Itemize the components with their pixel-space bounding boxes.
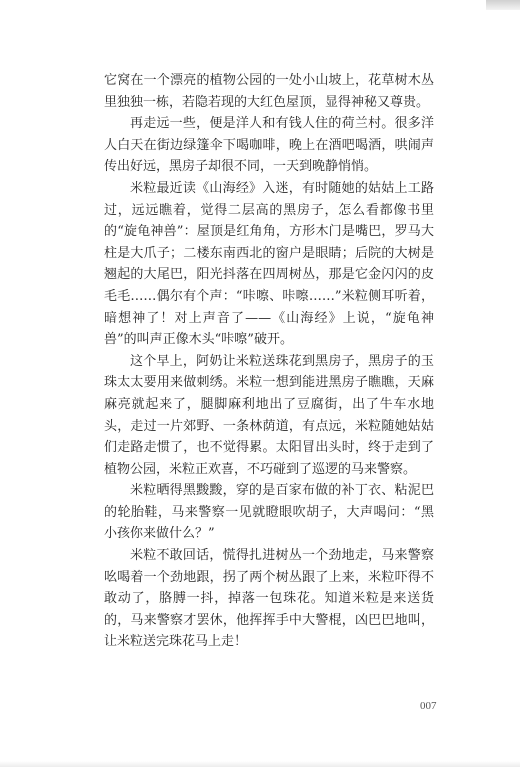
paragraph-6: 米粒不敢回话，慌得扎进树丛一个劲地走，马来警察吆喝着一个劲地跟，拐了两个树丛跟了上来，米粒吓得不敢动了，胳膊一抖，掉落一包珠花。知道米粒是来送货的，马来警察才罢休，他挥挥手中大警棍，凶巴巴地叫，让米粒送完珠花马上走！ — [104, 548, 434, 650]
page-text-body — [104, 70, 434, 653]
paragraph-1: 它窝在一个漂亮的植物公园的一处小山坡上，花草树木丛里独独一栋，若隐若现的大红色屋顶，显得神秘又尊贵。 — [104, 73, 434, 110]
page-number: 007 — [420, 700, 437, 712]
paragraph-3: 米粒最近读《山海经》入迷，有时随她的姑姑上工路过，远远瞧着，觉得二层高的黑房子，怎么看都像书里的“旋龟神兽”：屋顶是红角角，方形木门是嘴巴，罗马大柱是大爪子；二楼东南西北的窗户是眼睛；后院的大树是翘起的大尾巴，阳光抖落在四周树丛，那是它金闪闪的皮毛毛……偶尔有个声：“咔嚓、咔嚓……”米粒侧耳听着，暗想神了！对上声音了——《山海经》上说，“旋龟神兽”的叫声正像木头“咔嚓”破开。 — [104, 180, 434, 348]
page-corner-shadow — [486, 0, 520, 10]
page-bottom-shadow — [0, 761, 520, 767]
paragraph-5: 米粒晒得黑黢黢，穿的是百家布做的补丁衣、粘泥巴的轮胎鞋，马来警察一见就瞪眼吹胡子，大声喝问：“黑小孩你来做什么？” — [104, 483, 434, 542]
paragraph-4: 这个早上，阿奶让米粒送珠花到黑房子，黑房子的玉珠太太要用来做刺绣。米粒一想到能进黑房子瞧瞧，天麻麻亮就起来了，腿脚麻利地出了豆腐街，出了牛车水地头，走过一片郊野、一条林荫道，有点远，米粒随她姑姑们走路走惯了，也不觉得累。太阳冒出头时，终于走到了植物公园，米粒正欢喜，不巧碰到了巡逻的马来警察。 — [104, 353, 434, 477]
paragraph-2: 再走远一些，便是洋人和有钱人住的荷兰村。很多洋人白天在街边绿篷伞下喝咖啡，晚上在酒吧喝酒，哄闹声传出好远，黑房子却很不同，一天到晚静悄悄。 — [104, 116, 434, 175]
